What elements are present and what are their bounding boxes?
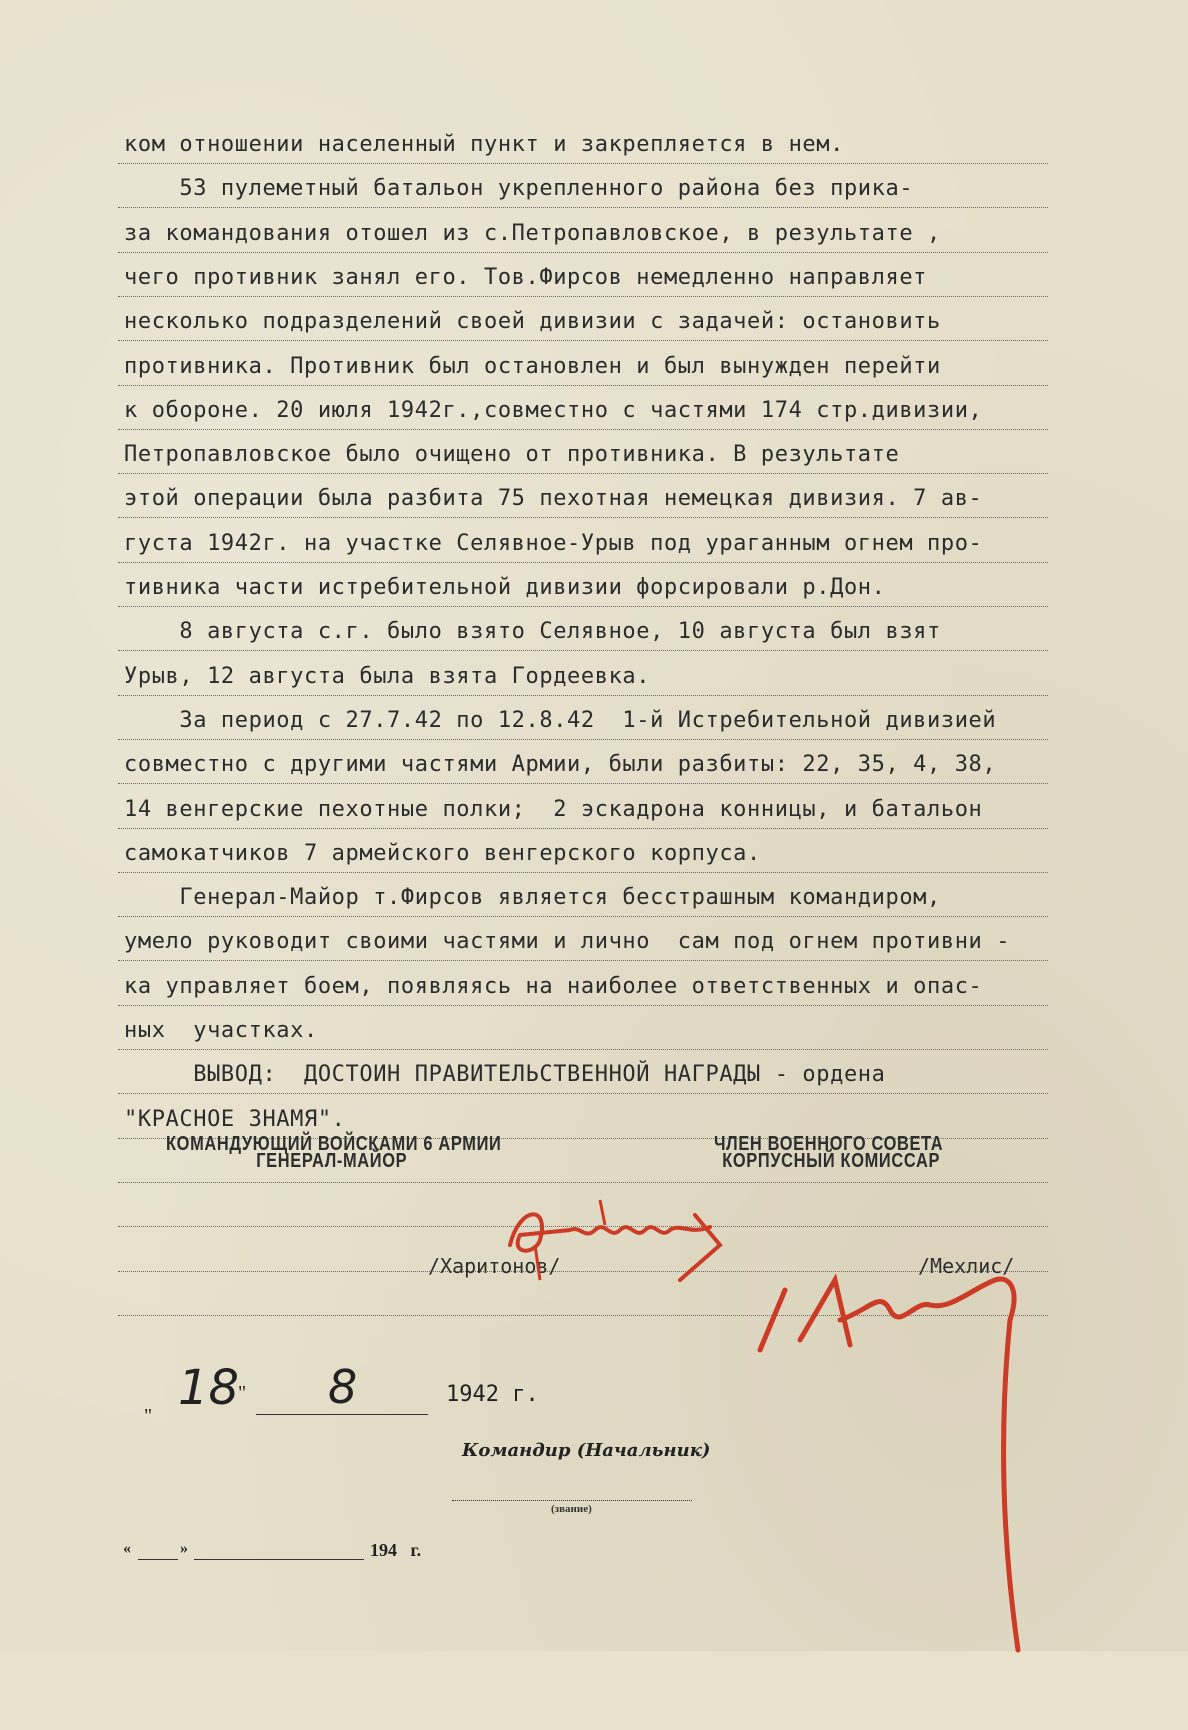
body-line: чего противник занял его. Тов.Фирсов немедленно направляет <box>124 264 928 290</box>
date-year: 1942 г. <box>446 1382 539 1407</box>
body-line: к обороне. 20 июля 1942г.,совместно с частями 174 стр.дивизии, <box>124 397 983 423</box>
body-line: этой операции была разбита 75 пехотная немецкая дивизия. 7 ав- <box>124 486 983 512</box>
ruled-line <box>118 473 1048 474</box>
body-line: противника. Противник был остановлен и был вынужден перейти <box>124 353 941 379</box>
ruled-line <box>118 1005 1048 1006</box>
commander-label: Командир (Начальник) <box>462 1440 711 1461</box>
form-year: 194 г. <box>370 1540 422 1560</box>
ruled-line <box>118 828 1048 829</box>
form-date-close-quote: » <box>180 1540 188 1557</box>
body-line: За период с 27.7.42 по 12.8.42 1-й Истребительной дивизией <box>124 707 997 733</box>
left-title-line-1: КОМАНДУЮЩИЙ ВОЙСКАМИ 6 АРМИИ <box>166 1133 502 1155</box>
ruled-line <box>118 960 1048 961</box>
ruled-line <box>118 429 1048 430</box>
rank-caption: (звание) <box>551 1503 592 1515</box>
body-line: 8 августа с.г. было взято Селявное, 10 августа был взят <box>124 619 941 645</box>
ruled-line <box>118 517 1048 518</box>
mekhlis-signature <box>740 1250 1040 1730</box>
ruled-line <box>118 562 1048 563</box>
body-line: несколько подразделений своей дивизии с задачей: остановить <box>124 309 941 335</box>
body-line: Генерал-Майор т.Фирсов является бесстрашным командиром, <box>124 885 941 911</box>
date-row <box>124 1382 152 1451</box>
body-line: ных участках. <box>124 1018 318 1043</box>
left-title-line-2: ГЕНЕРАЛ-МАЙОР <box>256 1150 408 1172</box>
date-day: 18 <box>178 1360 240 1416</box>
body-line: совместно с другими частями Армии, были разбиты: 22, 35, 4, 38, <box>124 752 997 778</box>
right-title-line-2: КОРПУСНЫЙ КОМИССАР <box>722 1150 941 1172</box>
date-close-quote: " <box>238 1382 247 1404</box>
left-signatory-name: /Харитонов/ <box>428 1254 561 1278</box>
kharitonov-signature <box>480 1185 740 1295</box>
ruled-line <box>118 872 1048 873</box>
body-line: ВЫВОД: ДОСТОИН ПРАВИТЕЛЬСТВЕННОЙ НАГРАДЫ - ордена <box>124 1062 886 1088</box>
rank-underline <box>452 1500 692 1501</box>
form-day-underline <box>138 1559 178 1560</box>
ruled-line <box>118 650 1048 651</box>
ruled-line <box>118 1049 1048 1050</box>
ruled-line <box>118 1093 1048 1094</box>
right-signatory-name: /Мехлис/ <box>918 1254 1015 1278</box>
date-open-quote: " <box>144 1405 153 1427</box>
body-line: ком отношении населенный пункт и закрепляется в нем. <box>124 132 844 157</box>
ruled-line <box>118 695 1048 696</box>
ruled-line <box>118 606 1048 607</box>
body-line: тивника части истребительной дивизии форсировали р.Дон. <box>124 575 886 600</box>
form-month-underline <box>194 1559 364 1560</box>
right-title-line-1: ЧЛЕН ВОЕННОГО СОВЕТА <box>714 1133 944 1155</box>
month-underline <box>256 1414 428 1415</box>
body-line: Урыв, 12 августа была взята Гордеевка. <box>124 663 651 689</box>
body-line: 53 пулеметный батальон укрепленного района без прика- <box>124 176 914 202</box>
ruled-line <box>118 916 1048 917</box>
ruled-line <box>118 207 1048 208</box>
body-line: "КРАСНОЕ ЗНАМЯ". <box>124 1106 346 1132</box>
left-signatory-title <box>166 1133 501 1173</box>
body-line: самокатчиков 7 армейского венгерского корпуса. <box>124 840 761 866</box>
body-line: умело руководит своими частями и лично сам под огнем противни - <box>124 929 1011 955</box>
body-line: ка управляет боем, появляясь на наиболее ответственных и опас- <box>124 973 983 999</box>
date-month: 8 <box>328 1360 358 1414</box>
ruled-line <box>118 340 1048 341</box>
ruled-line <box>118 1182 1048 1183</box>
ruled-line <box>118 783 1048 784</box>
ruled-line <box>118 163 1048 164</box>
body-line: 14 венгерские пехотные полки; 2 эскадрона конницы, и батальон <box>124 796 983 822</box>
ruled-line <box>118 296 1048 297</box>
body-line: за командования отошел из с.Петропавловское, в результате , <box>124 220 941 246</box>
ruled-line <box>118 385 1048 386</box>
form-date-open-quote: « <box>123 1540 131 1557</box>
body-line: густа 1942г. на участке Селявное-Урыв под ураганным огнем про- <box>124 530 983 556</box>
right-signatory-title <box>714 1133 943 1173</box>
body-line: Петропавловское было очищено от противника. В результате <box>124 442 900 468</box>
ruled-line <box>118 252 1048 253</box>
ruled-line <box>118 739 1048 740</box>
